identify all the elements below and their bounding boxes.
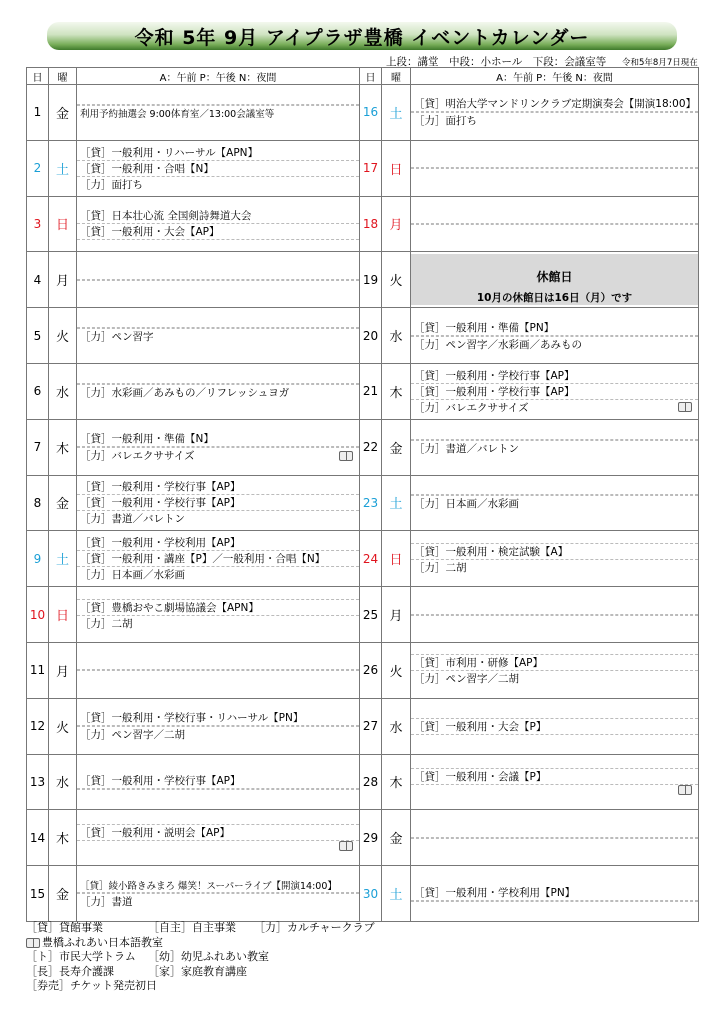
event-text: ［力］書道 [80,896,133,909]
book-icon [678,402,692,412]
day-number: 11 [27,642,49,698]
table-row [27,363,699,419]
slot-meeting-room [411,785,698,795]
slot-auditorium [77,208,359,224]
day-number: 7 [27,419,49,475]
calendar-body [27,85,699,922]
events-cell [77,363,360,419]
table-row [27,531,699,587]
events-cell [411,85,699,141]
event-text: ［貸］一般利用・学校行事・リハーサル【PN】 [80,712,304,725]
slot-small-hall [411,544,698,560]
event-slots [411,718,698,735]
weekday: 水 [382,308,411,364]
slot-auditorium [411,885,698,901]
event-text: ［貸］市利用・研修【AP】 [414,657,544,670]
table-row [27,252,699,308]
as-of-date: 令和5年8月7日現在 [622,58,698,68]
legend-japanese-class: 豊橋ふれあい日本語教室 [42,935,163,949]
events-cell [77,140,360,196]
events-cell [77,308,360,364]
slot-meeting-room [77,894,359,909]
table-row [27,140,699,196]
weekday: 木 [382,363,411,419]
slot-small-hall [411,168,698,169]
day-number: 14 [27,810,49,866]
weekday: 日 [382,531,411,587]
slot-auditorium [411,96,698,112]
day-number: 4 [27,252,49,308]
events-cell [411,419,699,475]
header-weekday: 曜 [382,68,411,85]
event-text: ［貸］一般利用・学校利用【AP】 [80,537,241,550]
book-icon [26,938,40,948]
event-text: ［力］ペン習字／水彩画／あみもの [414,338,582,351]
event-text: ［貸］一般利用・準備【N】 [80,433,214,446]
slot-meeting-room [77,841,359,851]
event-text: ［貸］日本壮心流 全国剣詩舞道大会 [80,209,252,222]
weekday: 火 [382,252,411,308]
slot-meeting-room [77,616,359,631]
event-text: ［貸］一般利用・説明会【AP】 [80,827,231,840]
event-slots [411,543,698,575]
day-number: 3 [27,196,49,252]
event-slots [411,167,698,169]
slot-small-hall [77,600,359,616]
events-cell [77,587,360,643]
legend-tram: ［ト］市民大学トラム [26,950,136,963]
event-text: ［力］ペン習字／二胡 [414,673,519,686]
events-cell [77,196,360,252]
event-slots [77,599,359,631]
slot-small-hall [411,838,698,839]
day-number: 27 [360,698,382,754]
title-banner [47,22,677,50]
slot-small-hall [411,769,698,785]
weekday: 土 [49,140,77,196]
day-number: 9 [27,531,49,587]
weekday: 火 [49,698,77,754]
event-slots [411,368,698,415]
event-text: ［貸］一般利用・大会【P】 [414,720,547,733]
weekday: 金 [49,85,77,141]
events-cell [77,642,360,698]
weekday: 火 [49,308,77,364]
slot-small-hall [77,224,359,240]
event-slots [77,479,359,526]
closed-note: 10月の休館日は16日（月）です [476,292,633,305]
event-slots [411,654,698,686]
event-text: ［貸］一般利用・学校行事【AP】 [80,481,241,494]
slot-meeting-room [411,400,698,415]
day-number: 22 [360,419,382,475]
events-cell [77,252,360,308]
event-text: ［貸］一般利用・検定試験【A】 [414,545,569,558]
event-text: ［貸］一般利用・学校行事【AP】 [414,369,575,382]
day-number: 17 [360,140,382,196]
day-number: 10 [27,587,49,643]
slot-small-hall [411,224,698,225]
event-slots [77,824,359,851]
event-slots [77,208,359,240]
table-row [27,698,699,754]
slot-small-hall [411,615,698,616]
event-slots [411,768,698,795]
event-text: ［貸］一般利用・合唱【N】 [80,162,214,175]
table-row [27,642,699,698]
events-cell [77,85,360,141]
day-number: 12 [27,698,49,754]
header-slots: A：午前 P：午後 N：夜間 [77,68,360,85]
events-cell [411,196,699,252]
event-text: ［貸］一般利用・学校利用【PN】 [414,887,576,900]
weekday: 木 [382,754,411,810]
event-text: ［力］面打ち [414,115,477,128]
event-slots [77,535,359,582]
table-row [27,419,699,475]
slot-meeting-room [77,727,359,742]
day-number: 8 [27,475,49,531]
table-row [27,308,699,364]
day-number: 19 [360,252,382,308]
slot-meeting-room [77,329,359,344]
slot-small-hall [77,161,359,177]
legend-katei: ［家］家庭教育講座 [148,964,247,978]
table-row [27,810,699,866]
event-text: ［貸］一般利用・講座【P】／一般利用・合唱【N】 [80,553,326,566]
day-number: 13 [27,754,49,810]
book-icon [678,785,692,795]
day-number: 2 [27,140,49,196]
day-number: 5 [27,308,49,364]
weekday: 金 [49,475,77,531]
event-text: ［力］書道／バレトン [80,513,185,526]
slot-auditorium [77,479,359,495]
day-number: 20 [360,308,382,364]
event-text: ［力］日本画／水彩画 [414,498,519,511]
event-text: ［貸］一般利用・会議【P】 [414,771,547,784]
event-slots [77,669,359,671]
day-number: 24 [360,531,382,587]
event-text: ［貸］一般利用・準備【PN】 [414,321,555,334]
table-row [27,587,699,643]
book-icon [339,451,353,461]
event-slots [77,710,359,742]
event-slots [411,439,698,456]
event-slots [77,279,359,281]
legend-ticket: ［券売］チケット発売初日 [26,979,158,992]
event-slots [77,327,359,344]
event-text: ［力］書道／バレトン [414,442,519,455]
slot-meeting-room [411,671,698,686]
slot-auditorium [77,431,359,447]
weekday: 土 [382,866,411,922]
slot-meeting-room [411,496,698,511]
slot-meeting-room [77,511,359,526]
event-calendar-table [26,67,699,922]
event-text: ［力］ペン習字 [80,331,154,344]
weekday: 日 [49,587,77,643]
slot-auditorium [77,710,359,726]
slot-auditorium [77,878,359,893]
event-slots [77,878,359,909]
slot-auditorium [411,368,698,384]
event-text: ［貸］明治大学マンドリンクラブ定期演奏会【開演18:00】 [414,98,697,111]
slot-small-hall [77,825,359,841]
header-slots: A：午前 P：午後 N：夜間 [411,68,699,85]
event-text: ［貸］豊橋おやこ劇場協議会【APN】 [80,601,259,614]
weekday: 火 [382,642,411,698]
slot-small-hall [77,670,359,671]
day-number: 6 [27,363,49,419]
event-slots [77,145,359,192]
slot-small-hall [77,789,359,790]
header-row [27,68,699,85]
slot-meeting-room [77,567,359,582]
event-slots [411,885,698,902]
slot-auditorium [77,773,359,789]
events-cell [411,642,699,698]
slot-small-hall [411,719,698,735]
header-day: 日 [360,68,382,85]
legend-culture: ［力］カルチャークラブ [254,921,375,934]
legend-chouju: ［長］長寿介護課 [26,964,114,978]
weekday: 月 [49,252,77,308]
event-text: ［貸］一般利用・学校行事【AP】 [414,385,575,398]
events-cell [77,698,360,754]
legend-footer [26,921,375,994]
weekday: 日 [49,196,77,252]
events-cell [411,475,699,531]
events-cell [411,754,699,810]
event-text: ［貸］一般利用・学校行事【AP】 [80,775,241,788]
event-slots [77,773,359,790]
event-text: ［力］二胡 [414,561,467,574]
event-text: ［貸］一般利用・大会【AP】 [80,225,220,238]
slot-auditorium [411,320,698,336]
slot-meeting-room [411,337,698,352]
closed-notice [411,254,698,305]
slot-meeting-room [77,106,359,120]
slot-small-hall [411,901,698,902]
weekday: 月 [49,642,77,698]
slot-auditorium [77,535,359,551]
legend-yoji: ［幼］幼児ふれあい教室 [148,950,269,963]
weekday: 木 [49,810,77,866]
slot-meeting-room [77,448,359,463]
weekday: 月 [382,587,411,643]
event-text: ［力］水彩画／あみもの／リフレッシュヨガ [80,386,290,399]
event-text: ［貸］一般利用・リハーサル【APN】 [80,146,259,159]
slot-meeting-room [77,385,359,400]
book-icon [339,841,353,851]
weekday: 月 [382,196,411,252]
event-text: ［力］日本画／水彩画 [80,569,185,582]
weekday: 水 [382,698,411,754]
events-cell [411,363,699,419]
slot-small-hall [411,655,698,671]
events-cell [411,531,699,587]
weekday: 水 [49,754,77,810]
day-number: 29 [360,810,382,866]
table-row [27,475,699,531]
day-number: 15 [27,866,49,922]
legend-kan: ［貸］貸館事業 [26,921,103,934]
event-slots [77,383,359,400]
weekday: 水 [49,363,77,419]
weekday: 土 [382,85,411,141]
legend-jishu: ［自主］自主事業 [148,921,236,934]
day-number: 23 [360,475,382,531]
events-cell [411,587,699,643]
events-cell [411,140,699,196]
day-number: 28 [360,754,382,810]
events-cell [411,698,699,754]
events-cell [411,308,699,364]
event-text: ［貸］綾小路きみまろ 爆笑！スーパーライブ【開演14:00】 [80,881,337,893]
day-number: 18 [360,196,382,252]
weekday: 木 [49,419,77,475]
event-text: ［力］バレエクササイズ [414,401,529,414]
events-cell [77,419,360,475]
event-slots [411,614,698,616]
table-row [27,196,699,252]
event-slots [77,431,359,463]
event-text: ［力］面打ち [80,178,143,191]
slot-meeting-room [411,441,698,456]
slot-auditorium [77,145,359,161]
event-slots [411,320,698,352]
day-number: 1 [27,85,49,141]
events-cell [77,866,360,922]
slot-legend: 上段：講堂 中段：小ホール 下段：会議室等 [386,56,607,68]
header-weekday: 曜 [49,68,77,85]
events-cell [77,754,360,810]
closed-title: 休館日 [536,270,573,285]
page-title: 令和 5年 9月 アイプラザ豊橋 イベントカレンダー [134,26,590,49]
slot-small-hall [411,384,698,400]
weekday: 金 [382,419,411,475]
events-cell [411,810,699,866]
table-row [27,866,699,922]
event-slots [77,104,359,120]
day-number: 26 [360,642,382,698]
slot-small-hall [77,551,359,567]
weekday: 金 [382,810,411,866]
events-cell [77,810,360,866]
slot-small-hall [77,280,359,281]
weekday: 日 [382,140,411,196]
weekday: 金 [49,866,77,922]
event-slots [411,96,698,128]
day-number: 21 [360,363,382,419]
event-text: ［力］ペン習字／二胡 [80,729,185,742]
events-cell [411,866,699,922]
event-text: ［貸］一般利用・学校行事【AP】 [80,497,241,510]
events-cell [77,475,360,531]
event-text: 利用予約抽選会 9:00体育室／13:00会議室等 [80,109,275,121]
table-row [27,85,699,141]
event-text: ［力］バレエクササイズ [80,450,195,463]
day-number: 30 [360,866,382,922]
day-number: 25 [360,587,382,643]
slot-meeting-room [411,560,698,575]
table-row [27,754,699,810]
slot-small-hall [77,495,359,511]
day-number: 16 [360,85,382,141]
header-day: 日 [27,68,49,85]
event-slots [411,494,698,511]
events-cell [77,531,360,587]
event-slots [411,837,698,839]
slot-meeting-room [411,113,698,128]
event-text: ［力］二胡 [80,617,133,630]
event-slots [411,223,698,225]
events-cell [411,252,699,308]
weekday: 土 [382,475,411,531]
slot-meeting-room [77,177,359,192]
weekday: 土 [49,531,77,587]
